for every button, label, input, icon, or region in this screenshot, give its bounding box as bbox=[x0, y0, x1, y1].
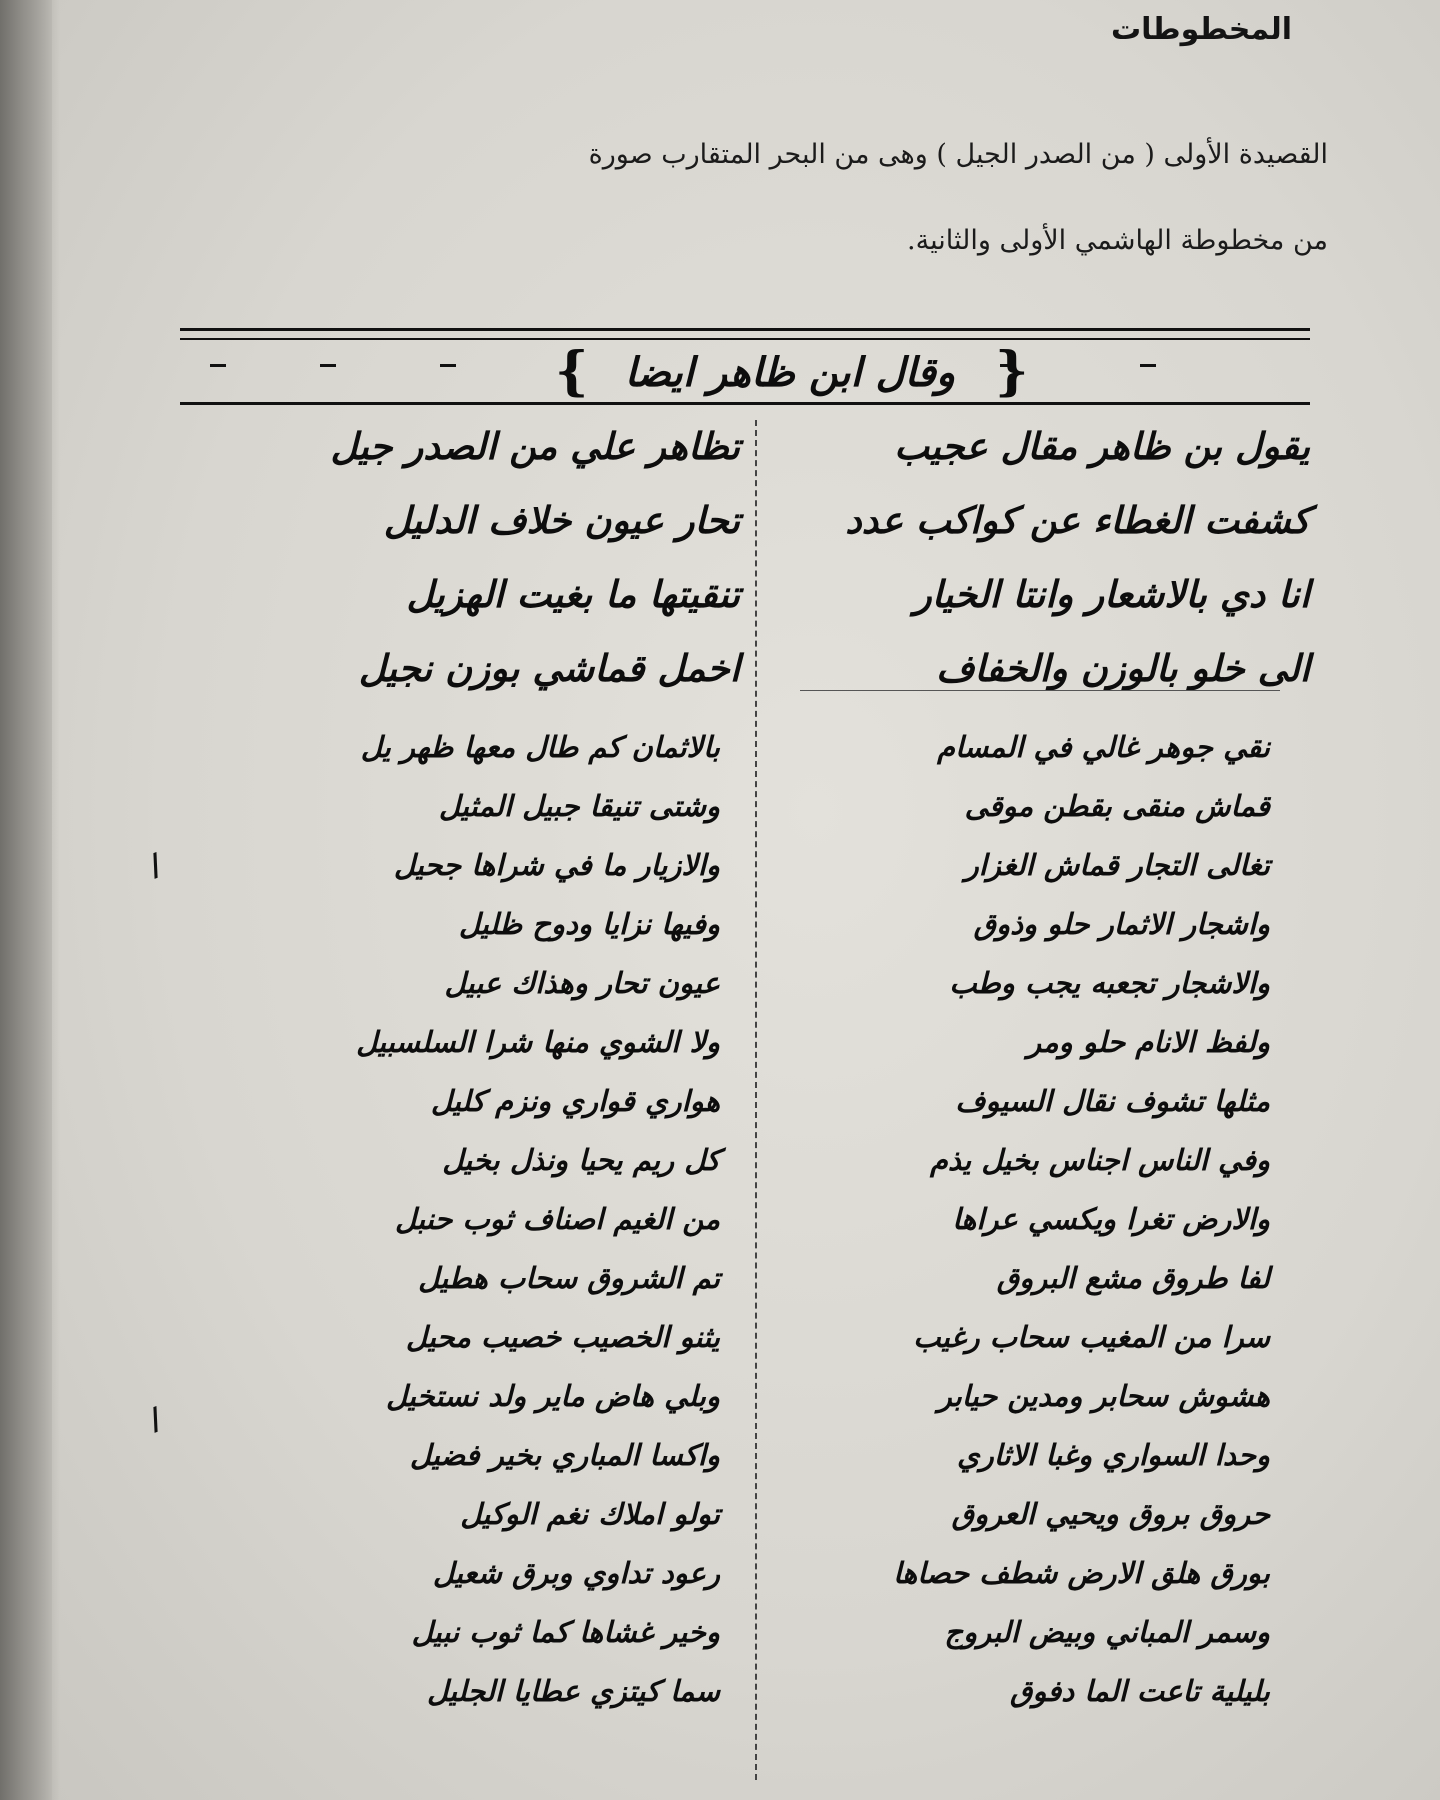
verse-line: يثنو الخصيب خصيب محيل bbox=[405, 1320, 720, 1354]
banner-title: وقال ابن ظاهر ايضا bbox=[624, 350, 956, 396]
verse-line: رعود تداوي وبرق شعيل bbox=[432, 1556, 720, 1590]
verse-line: عيون تحار وهذاك عبيل bbox=[444, 966, 720, 1000]
banner-bracket-right: } bbox=[995, 341, 1029, 402]
verse-line: ولا الشوي منها شرا السلسبيل bbox=[356, 1025, 720, 1059]
verse-line: وحدا السواري وغبا الاثاري bbox=[957, 1438, 1270, 1472]
verse-line: تنقيتها ما بغيت الهزيل bbox=[406, 573, 740, 616]
top-rule bbox=[180, 328, 1310, 331]
verse-line: مثلها تشوف نقال السيوف bbox=[955, 1084, 1270, 1118]
main-verses-left-column bbox=[180, 718, 720, 1721]
verse-line: الى خلو بالوزن والخفاف bbox=[936, 647, 1310, 690]
verse-line: وسمر المباني وبيض البروج bbox=[944, 1615, 1270, 1649]
verse-line: اخمل قماشي بوزن نجيل bbox=[358, 647, 740, 690]
first-verses-left-column bbox=[180, 410, 740, 706]
manuscript-banner bbox=[180, 340, 1310, 406]
running-header-title: المخطوطات bbox=[1111, 12, 1292, 47]
verse-line: هشوش سحابر ومدين حيابر bbox=[937, 1379, 1270, 1413]
column-divider bbox=[755, 420, 757, 1780]
verse-line: وفي الناس اجناس بخيل يذم bbox=[929, 1143, 1270, 1177]
banner-bracket-left: { bbox=[555, 341, 589, 402]
verse-line: تحار عيون خلاف الدليل bbox=[383, 499, 740, 542]
verse-line: تظاهر علي من الصدر جيل bbox=[330, 425, 740, 468]
manuscript-reproduction bbox=[180, 320, 1310, 1800]
verse-line: كشفت الغطاء عن كواكب عدد bbox=[845, 499, 1310, 542]
verse-line: انا دي بالاشعار وانتا الخيار bbox=[913, 573, 1310, 616]
verse-line: وبلي هاض ماير ولد نستخيل bbox=[385, 1379, 720, 1413]
ornament-dash bbox=[440, 364, 456, 367]
verse-line: تغالى التجار قماش الغزار bbox=[964, 848, 1270, 882]
verse-line: نقي جوهر غالي في المسام bbox=[937, 730, 1270, 764]
verse-line: والازيار ما في شراها جحيل bbox=[393, 848, 720, 882]
verse-line: قماش منقى بقطن موقى bbox=[964, 789, 1270, 823]
verse-line: سرا من المغيب سحاب رغيب bbox=[913, 1320, 1270, 1354]
verse-line: والارض تغرا ويكسي عراها bbox=[952, 1202, 1270, 1236]
verse-line: بورق هلق الارض شطف حصاها bbox=[893, 1556, 1270, 1590]
intro-line: القصيدة الأولى ( من الصدر الجيل ) وهى من البحر المتقارب صورة bbox=[588, 139, 1328, 170]
verse-line: بالاثمان كم طال معها ظهر يل bbox=[360, 730, 720, 764]
ornament-dash bbox=[1140, 364, 1156, 367]
verse-line: من الغيم اصناف ثوب حنبل bbox=[394, 1202, 720, 1236]
verse-line: يقول بن ظاهر مقال عجيب bbox=[894, 425, 1310, 468]
margin-tick-mark: / bbox=[144, 1401, 167, 1438]
ornament-dash bbox=[210, 364, 226, 367]
intro-line: من مخطوطة الهاشمي الأولى والثانية. bbox=[907, 225, 1328, 256]
verse-line: واشجار الاثمار حلو وذوق bbox=[973, 907, 1270, 941]
verse-line: واكسا المباري بخير فضيل bbox=[409, 1438, 720, 1472]
verse-line: وفيها نزايا ودوح ظليل bbox=[458, 907, 720, 941]
book-spine-shadow bbox=[0, 0, 60, 1800]
verse-line: كل ريم يحيا ونذل بخيل bbox=[442, 1143, 720, 1177]
banner-underline bbox=[180, 402, 1310, 405]
margin-tick-mark: / bbox=[144, 847, 167, 884]
section-separator bbox=[800, 690, 1280, 691]
verse-line: وشتى تنيقا جبيل المثيل bbox=[438, 789, 720, 823]
main-verses-right-column bbox=[770, 718, 1270, 1721]
first-verses-right-column bbox=[780, 410, 1310, 706]
verse-line: وخير غشاها كما ثوب نبيل bbox=[411, 1615, 720, 1649]
verse-line: هواري قواري ونزم كليل bbox=[430, 1084, 720, 1118]
intro-paragraph bbox=[188, 112, 1328, 284]
verse-line: تولو املاك نغم الوكيل bbox=[460, 1497, 720, 1531]
verse-line: والاشجار تجعبه يجب وطب bbox=[949, 966, 1270, 1000]
ornament-dash bbox=[320, 364, 336, 367]
verse-line: لفا طروق مشع البروق bbox=[996, 1261, 1270, 1295]
verse-line: سما كيتزي عطايا الجليل bbox=[427, 1674, 720, 1708]
verse-line: حروق بروق ويحيي العروق bbox=[951, 1497, 1270, 1531]
verse-line: ولفظ الانام حلو ومر bbox=[1027, 1025, 1270, 1059]
verse-line: تم الشروق سحاب هطيل bbox=[418, 1261, 720, 1295]
verse-line: بليلية تاعت الما دفوق bbox=[1009, 1674, 1270, 1708]
